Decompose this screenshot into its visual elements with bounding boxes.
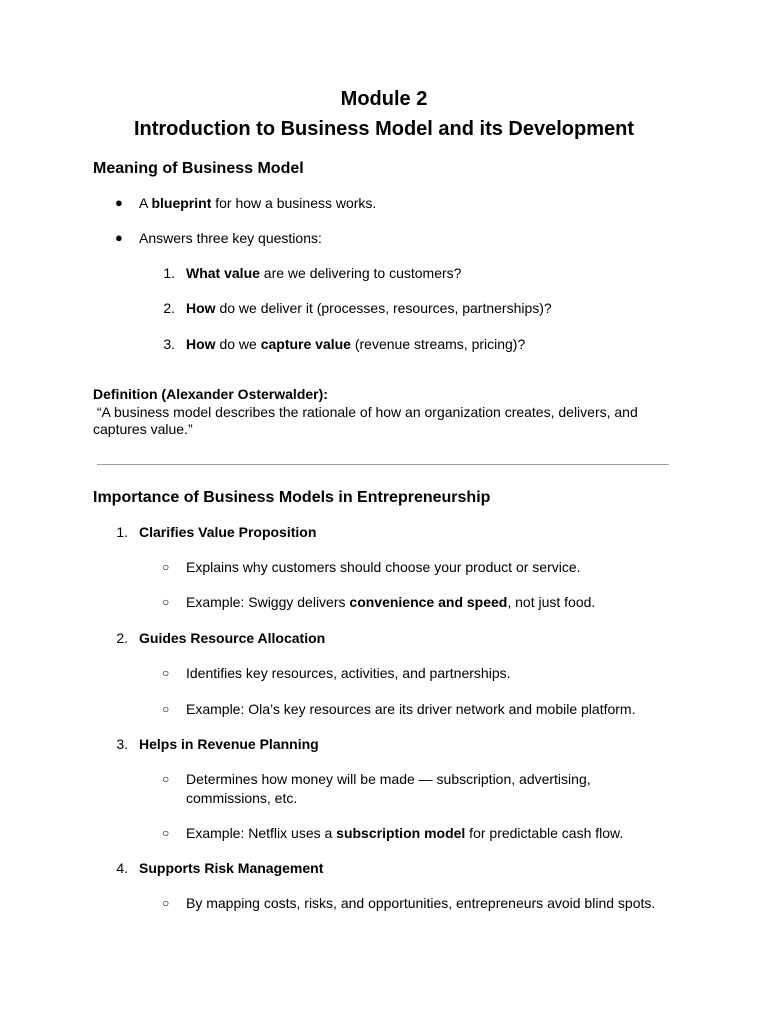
list-number: 1. bbox=[116, 524, 128, 540]
list-number: 2. bbox=[116, 630, 128, 646]
horizontal-divider bbox=[97, 464, 669, 465]
point-title bbox=[139, 629, 325, 647]
text: (revenue streams, pricing)? bbox=[350, 336, 526, 352]
sub-list-item: Identifies key resources, activities, and partnerships. bbox=[186, 665, 511, 681]
bold-text: blueprint bbox=[151, 195, 212, 211]
list-item bbox=[186, 264, 461, 282]
sub-bullet-marker: ○ bbox=[162, 702, 170, 716]
definition-text-line: captures value.” bbox=[93, 421, 193, 437]
bold-text: Definition (Alexander Osterwalder): bbox=[93, 386, 328, 402]
text: Example: Swiggy delivers bbox=[186, 594, 350, 610]
list-item-blueprint bbox=[139, 194, 376, 212]
sub-bullet-marker: ○ bbox=[162, 896, 170, 910]
sub-bullet-marker: ○ bbox=[162, 560, 170, 574]
bold-text: subscription model bbox=[336, 825, 466, 841]
point-title bbox=[139, 735, 319, 753]
bold-text: How bbox=[186, 336, 216, 352]
text: are we delivering to customers? bbox=[259, 265, 462, 281]
sub-bullet-marker: ○ bbox=[162, 826, 170, 840]
text: Example: Netflix uses a bbox=[186, 825, 337, 841]
text: A bbox=[139, 195, 152, 211]
sub-list-item: Explains why customers should choose your product or service. bbox=[186, 559, 581, 575]
bold-text: What value bbox=[186, 265, 260, 281]
list-number: 2. bbox=[163, 300, 175, 316]
bold-text: Clarifies Value Proposition bbox=[139, 524, 317, 540]
list-item-questions: Answers three key questions: bbox=[139, 230, 322, 246]
sub-list-item-line: Determines how money will be made — subscription, advertising, bbox=[186, 771, 591, 787]
sub-list-item bbox=[186, 593, 595, 611]
sub-list-item-line: commissions, etc. bbox=[186, 790, 298, 806]
text: for how a business works. bbox=[211, 195, 377, 211]
sub-bullet-marker: ○ bbox=[162, 595, 170, 609]
definition-label bbox=[93, 385, 328, 403]
bold-text: Supports Risk Management bbox=[139, 860, 324, 876]
definition-text-line: “A business model describes the rationale of how an organization creates, delivers, and bbox=[93, 404, 638, 420]
list-number: 1. bbox=[163, 265, 175, 281]
bold-text: capture value bbox=[260, 336, 351, 352]
sub-bullet-marker: ○ bbox=[162, 666, 170, 680]
list-number: 4. bbox=[116, 860, 128, 876]
list-number: 3. bbox=[163, 336, 175, 352]
point-title bbox=[139, 859, 323, 877]
sub-bullet-marker: ○ bbox=[162, 772, 170, 786]
text: , not just food. bbox=[507, 594, 596, 610]
sub-list-item: By mapping costs, risks, and opportunities, entrepreneurs avoid blind spots. bbox=[186, 895, 656, 911]
list-item bbox=[186, 299, 552, 317]
sub-list-item bbox=[186, 824, 623, 842]
page-title: Introduction to Business Model and its Development bbox=[133, 118, 635, 140]
section-heading-meaning: Meaning of Business Model bbox=[93, 160, 304, 177]
list-item bbox=[186, 335, 525, 353]
bold-text: How bbox=[186, 300, 216, 316]
text: for predictable cash flow. bbox=[465, 825, 624, 841]
point-title bbox=[139, 523, 316, 541]
text: do we deliver it (processes, resources, partnerships)? bbox=[215, 300, 552, 316]
bullet-marker: ● bbox=[115, 230, 123, 245]
bold-text: convenience and speed bbox=[349, 594, 508, 610]
section-heading-importance: Importance of Business Models in Entrepreneurship bbox=[93, 489, 491, 506]
list-number: 3. bbox=[116, 736, 128, 752]
bullet-marker: ● bbox=[115, 195, 123, 210]
module-title: Module 2 bbox=[340, 88, 428, 110]
bold-text: Guides Resource Allocation bbox=[139, 630, 326, 646]
bold-text: Helps in Revenue Planning bbox=[139, 736, 319, 752]
sub-list-item: Example: Ola’s key resources are its driver network and mobile platform. bbox=[186, 701, 636, 717]
text: do we bbox=[215, 336, 261, 352]
